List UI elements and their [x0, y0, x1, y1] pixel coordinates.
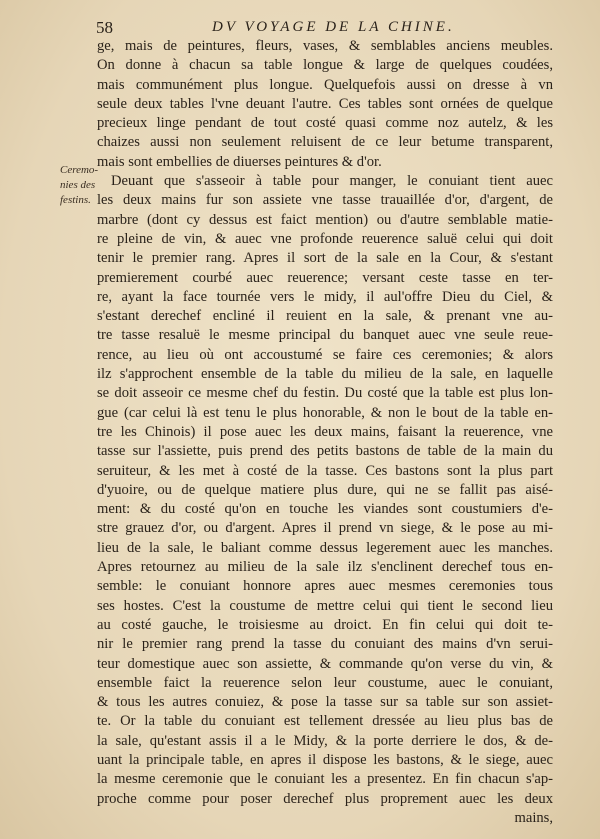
text-line: proche comme pour poser derechef plus proprement auec les deux	[97, 790, 553, 807]
text-line: On donne à chacun sa table longue & large de quelques coudées,	[97, 57, 553, 74]
text-line: la sale, qu'estant assis il a le Midy, & la porte derriere le dos, & de-	[97, 732, 553, 749]
text-line: chaizes aussi non seulement reluisent de ce leur betume transparent,	[97, 134, 553, 151]
text-line: tre tasse resaluë le mesme principal du banquet auec vne seule reue-	[97, 327, 553, 344]
text-line: gue (car celui là est tenu le plus honorable, & non le bout de la table en-	[97, 404, 553, 421]
text-line: tenir le premier rang. Apres il sort de la sale en la Cour, & s'estant	[97, 250, 553, 267]
text-line: s'estant derechef encliné il reuient en la sale, & prenant vne au-	[97, 308, 553, 325]
text-line: les deux mains fur son assiete vne tasse trauaillée d'or, d'argent, de	[97, 192, 553, 209]
text-line: re, ayant la face tournée vers le midy, il aul'offre Dieu du Ciel, &	[97, 288, 553, 305]
text-line: premierement courbé auec reuerence; versant ceste tasse en ter-	[97, 269, 553, 286]
marginal-note	[60, 163, 98, 208]
text-line: semble: le conuiant honnore apres auec mesmes ceremonies tous	[97, 578, 553, 595]
text-line: & tous les autres conuiez, & pose la tasse sur sa table sur son assiet-	[97, 694, 553, 711]
text-line: teur domestique auec son assiette, & commande qu'on verse du vin, &	[97, 655, 553, 672]
text-line: ment: & du costé qu'on en touche les viandes sont coustumiers d'e-	[97, 501, 553, 518]
text-line: ge, mais de peintures, fleurs, vases, & semblables anciens meubles.	[97, 38, 553, 54]
text-line: precieux linge pendant de tout costé quasi comme noz autelz, & les	[97, 115, 553, 132]
text-line: nir le premier rang prend la tasse du conuiant des mains d'vn serui-	[97, 636, 553, 653]
text-line: mais communément plus longue. Quelquefois aussi on dresse à vn	[97, 76, 553, 93]
text-line: stre grauez d'or, ou d'argent. Apres il prend vn siege, & le pose au mi-	[97, 520, 553, 537]
text-line: d'yuoire, ou de quelque matiere plus dure, qui ne se fallit pas aisé-	[97, 481, 553, 498]
text-line: se doit asseoir ce mesme chef du festin. Du costé que la table est plus lon-	[97, 385, 553, 402]
text-line: seule deux tables l'vne deuant l'autre. Ces tables sont ornées de quelque	[97, 95, 553, 112]
text-line: lieu de la sale, le baliant comme dessus legerement auec les manches.	[97, 539, 553, 556]
marginal-note-line: Ceremo-	[60, 164, 99, 176]
page-number: 58	[96, 18, 113, 37]
text-line: tre les Chinois) il pose auec les deux mains, faisant la reuerence, vne	[97, 423, 553, 440]
text-line: ses hostes. C'est la coustume de mettre celui qui tient le second lieu	[97, 597, 553, 614]
text-line: tasse sur l'assiette, puis prend des petits bastons de table de la main du	[97, 443, 553, 460]
body-text	[97, 37, 553, 828]
text-line: la mesme ceremonie que le conuiant les a presentez. En fin chacun s'ap-	[97, 771, 553, 788]
text-line: ensemble faict la reuerence selon leur coustume, auec le conuiant,	[97, 674, 553, 691]
marginal-note-line: festins.	[60, 194, 91, 206]
text-line: marbre (dont cy dessus est faict mention) ou d'autre semblable matie-	[97, 211, 553, 228]
text-line: te. Or la table du conuiant est tellement dressée au lieu plus bas de	[97, 713, 553, 730]
text-line: mais sont embellies de diuerses peintures & d'or.	[97, 153, 382, 170]
running-head: DV VOYAGE DE LA CHINE.	[212, 19, 455, 35]
text-line: Deuant que s'asseoir à table pour manger, le conuiant tient auec	[111, 173, 553, 190]
text-line: uant la principale table, en apres il dispose les bastons, & le siege, auec	[97, 751, 553, 768]
text-line: Apres retournez au milieu de la sale ilz s'enclinent derechef tous en-	[97, 559, 553, 576]
text-line: re pleine de vin, & auec vne profonde reuerence saluë celui qui doit	[97, 230, 553, 247]
text-line: ilz s'approchent ensemble de la table du milieu de la sale, en laquelle	[97, 366, 553, 383]
catchword: mains,	[514, 809, 553, 826]
marginal-note-line: nies des	[60, 179, 96, 191]
text-line: rence, au lieu où ont accoustumé se faire ces ceremonies; & alors	[97, 346, 553, 363]
text-line: au costé gauche, le troisiesme au droict. En fin celui qui doit te-	[97, 616, 553, 633]
text-line: seruiteur, & les met à costé de la tasse. Ces bastons sont la plus part	[97, 462, 553, 479]
